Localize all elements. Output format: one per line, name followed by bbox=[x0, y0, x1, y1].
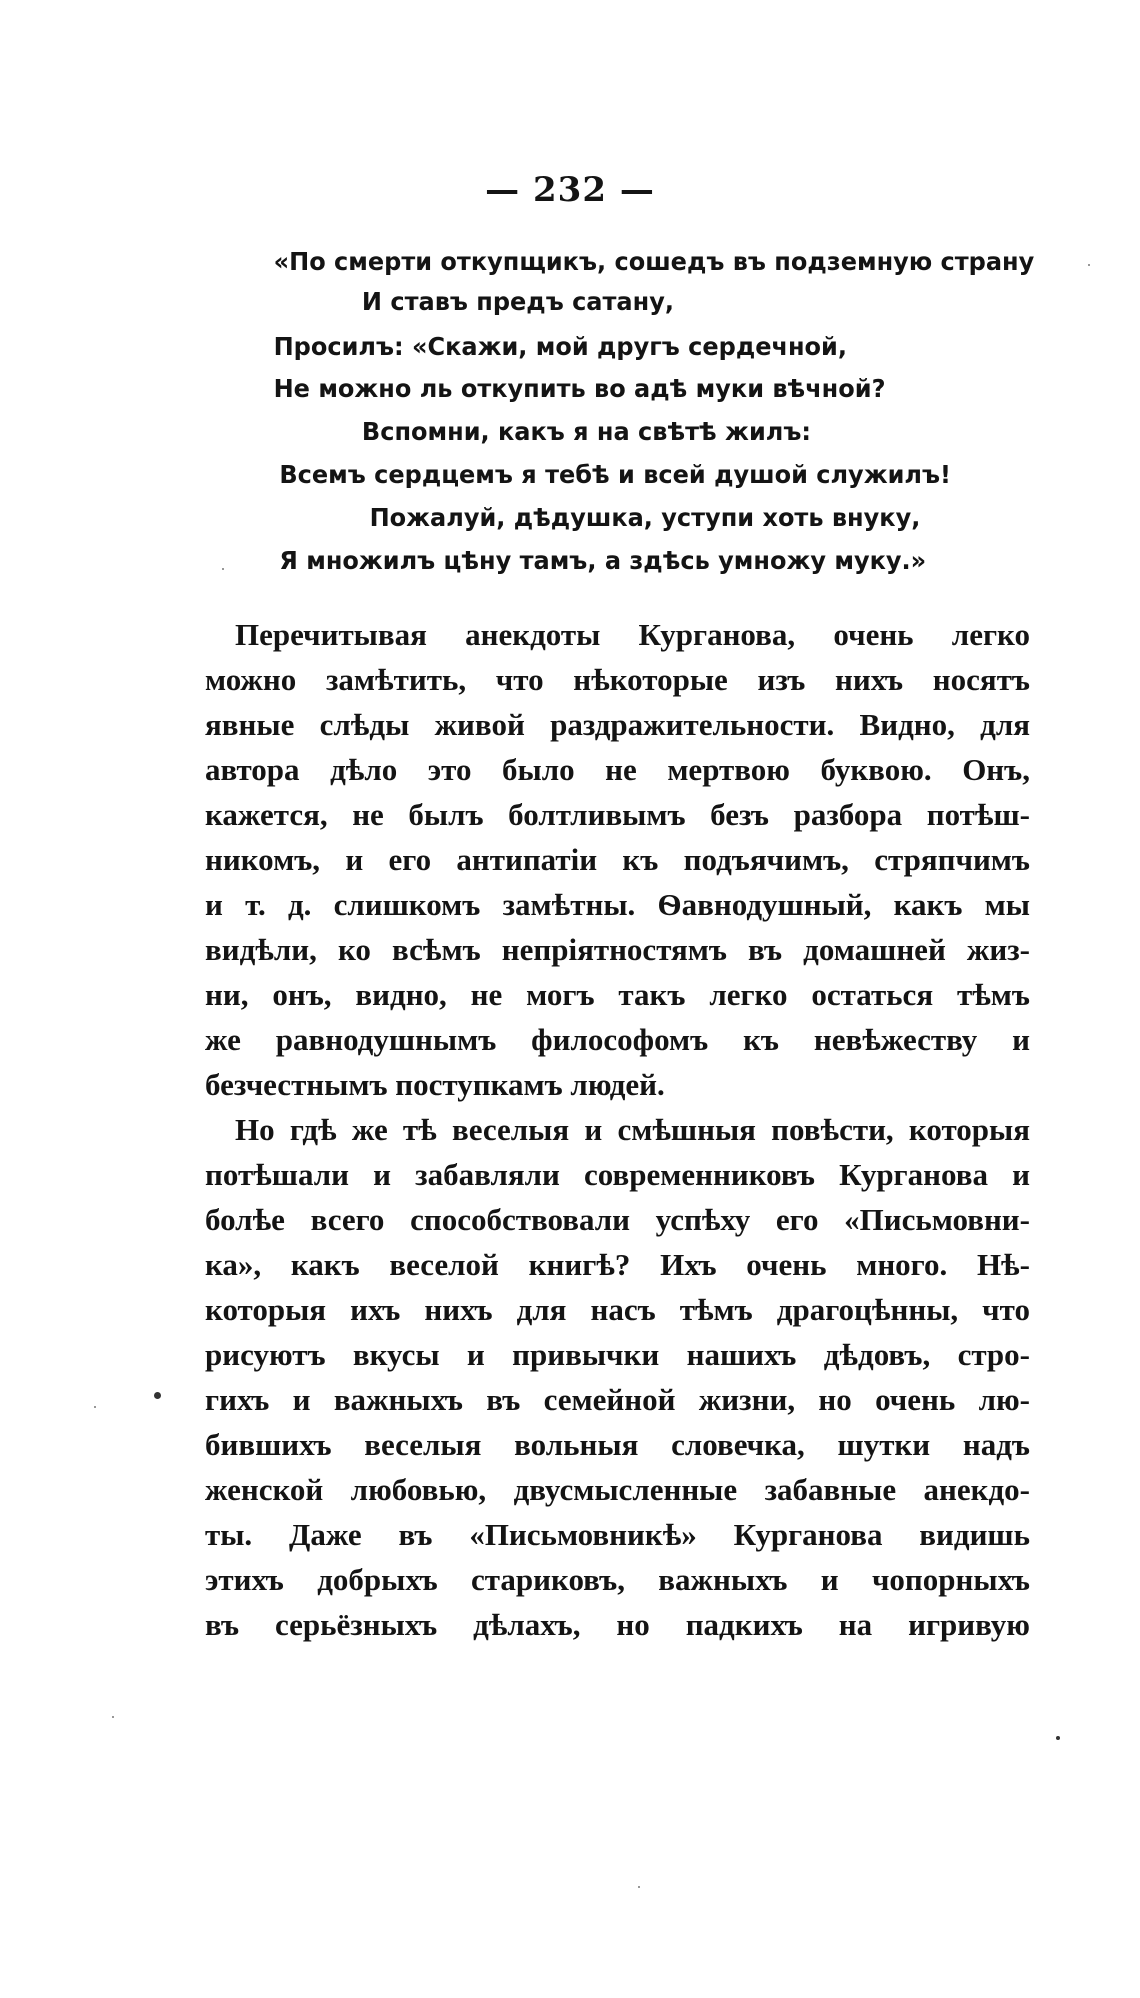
text-line: въ серьёзныхъ дѣлахъ, но падкихъ на игривую bbox=[205, 1607, 1030, 1642]
poem-line: «По смерти откупщикъ, сошедъ въ подземную страну bbox=[273, 247, 1035, 276]
poem-line: Всемъ сердцемъ я тебѣ и всей душой служилъ! bbox=[279, 460, 951, 489]
page-number: — 232 — bbox=[485, 170, 655, 210]
text-line: можно замѣтить, что нѣкоторые изъ нихъ носятъ bbox=[205, 662, 1030, 697]
text-line: Но гдѣ же тѣ веселыя и смѣшныя повѣсти, которыя bbox=[235, 1112, 1030, 1147]
text-line: гихъ и важныхъ въ семейной жизни, но очень лю- bbox=[205, 1382, 1030, 1417]
text-line: ты. Даже въ «Письмовникѣ» Курганова видишь bbox=[205, 1517, 1030, 1552]
text-line: ни, онъ, видно, не могъ такъ легко остаться тѣмъ bbox=[205, 977, 1030, 1012]
text-line: Перечитывая анекдоты Курганова, очень легко bbox=[235, 617, 1030, 652]
text-line: которыя ихъ нихъ для насъ тѣмъ драгоцѣнны, что bbox=[205, 1292, 1030, 1327]
scan-speck bbox=[1088, 264, 1090, 266]
poem-line: И ставъ предъ сатану, bbox=[361, 287, 674, 316]
text-line: потѣшали и забавляли современниковъ Курганова и bbox=[205, 1157, 1030, 1192]
poem-line: Я множилъ цѣну тамъ, а здѣсь умножу муку.» bbox=[279, 546, 927, 575]
scan-speck bbox=[222, 568, 224, 570]
text-line: рисуютъ вкусы и привычки нашихъ дѣдовъ, стро- bbox=[205, 1337, 1030, 1372]
text-line: бившихъ веселыя вольныя словечка, шутки надъ bbox=[205, 1427, 1030, 1462]
scan-speck bbox=[154, 1392, 161, 1399]
paragraph-2 bbox=[205, 1107, 1030, 1647]
scan-speck bbox=[638, 1886, 640, 1888]
scan-speck bbox=[94, 1406, 96, 1408]
text-line: явные слѣды живой раздражительности. Видно, для bbox=[205, 707, 1030, 742]
scan-speck bbox=[112, 1716, 114, 1718]
text-line: женской любовью, двусмысленные забавные анекдо- bbox=[205, 1472, 1030, 1507]
text-line: же равнодушнымъ философомъ къ невѣжеству и bbox=[205, 1022, 1030, 1057]
poem-line: Просилъ: «Скажи, мой другъ сердечной, bbox=[273, 332, 847, 361]
text-line: ка», какъ веселой книгѣ? Ихъ очень много. Нѣ- bbox=[205, 1247, 1030, 1282]
poem-line: Вспомни, какъ я на свѣтѣ жилъ: bbox=[361, 417, 811, 446]
paragraph-1 bbox=[205, 612, 1030, 1107]
poem-line: Пожалуй, дѣдушка, уступи хоть внуку, bbox=[369, 503, 921, 532]
poem-line: Не можно ль откупить во адѣ муки вѣчной? bbox=[273, 374, 886, 403]
text-line: автора дѣло это было не мертвою буквою. Онъ, bbox=[205, 752, 1030, 787]
text-line: этихъ добрыхъ стариковъ, важныхъ и чопорныхъ bbox=[205, 1562, 1030, 1597]
text-line: и т. д. слишкомъ замѣтны. Ѳавнодушный, какъ мы bbox=[205, 887, 1030, 922]
text-line: болѣе всего способствовали успѣху его «Письмовни- bbox=[205, 1202, 1030, 1237]
text-line: безчестнымъ поступкамъ людей. bbox=[205, 1067, 665, 1102]
text-line: видѣли, ко всѣмъ непріятностямъ въ домашней жиз- bbox=[205, 932, 1030, 967]
text-line: никомъ, и его антипатіи къ подъячимъ, стряпчимъ bbox=[205, 842, 1030, 877]
text-line: кажется, не былъ болтливымъ безъ разбора потѣш- bbox=[205, 797, 1030, 832]
scan-speck bbox=[1056, 1736, 1060, 1740]
